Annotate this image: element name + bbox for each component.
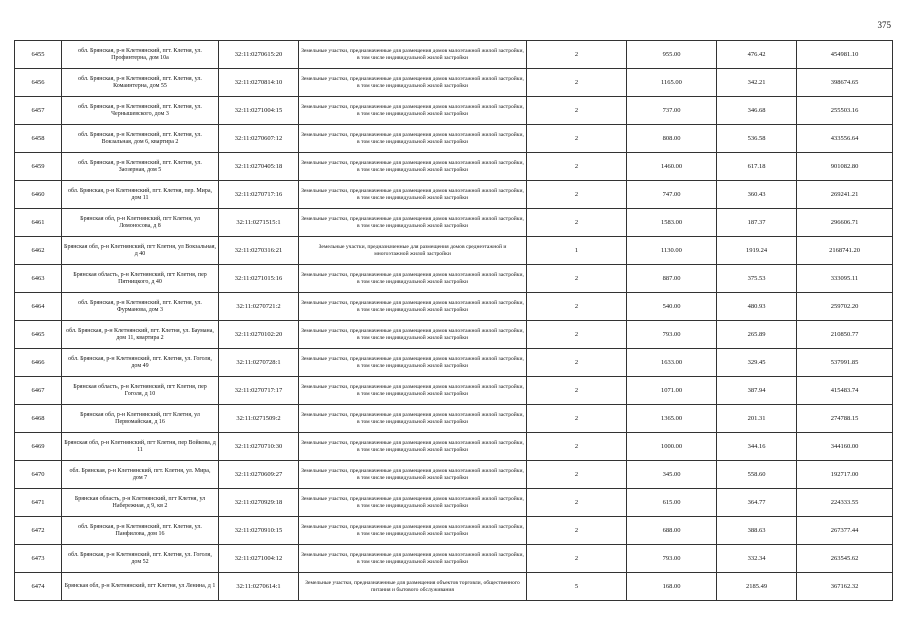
cadastral-value-cell: 454981.10 <box>797 41 893 69</box>
specific-value-cell: 536.58 <box>717 125 797 153</box>
land-use-cell: Земельные участки, предназначенные для размещения домов малоэтажной жилой застройки, в том числе индивидуальной жилой застройки <box>299 153 527 181</box>
group-cell: 2 <box>527 405 627 433</box>
specific-value-cell: 346.68 <box>717 97 797 125</box>
table-row <box>15 237 893 265</box>
specific-value-cell: 617.18 <box>717 153 797 181</box>
specific-value-cell: 375.53 <box>717 265 797 293</box>
land-use-cell: Земельные участки, предназначенные для размещения домов малоэтажной жилой застройки, в том числе индивидуальной жилой застройки <box>299 433 527 461</box>
cadastral-number-cell: 32:11:0271015:16 <box>219 265 299 293</box>
area-cell: 1000.00 <box>627 433 717 461</box>
area-cell: 615.00 <box>627 489 717 517</box>
cadastral-number-cell: 32:11:0270615:20 <box>219 41 299 69</box>
cadastral-value-cell: 2168741.20 <box>797 237 893 265</box>
land-use-cell: Земельные участки, предназначенные для размещения домов среднеэтажной и многоэтажной жилой застройки <box>299 237 527 265</box>
cadastral-value-cell: 367162.32 <box>797 573 893 601</box>
row-number: 6460 <box>15 181 62 209</box>
row-number: 6456 <box>15 69 62 97</box>
row-number: 6472 <box>15 517 62 545</box>
table-row <box>15 265 893 293</box>
land-use-cell: Земельные участки, предназначенные для размещения домов малоэтажной жилой застройки, в том числе индивидуальной жилой застройки <box>299 517 527 545</box>
group-cell: 2 <box>527 153 627 181</box>
area-cell: 1583.00 <box>627 209 717 237</box>
land-use-cell: Земельные участки, предназначенные для размещения домов малоэтажной жилой застройки, в том числе индивидуальной жилой застройки <box>299 545 527 573</box>
row-number: 6463 <box>15 265 62 293</box>
cadastral-value-cell: 344160.00 <box>797 433 893 461</box>
cadastral-value-cell: 263545.62 <box>797 545 893 573</box>
cadastral-value-cell: 398674.65 <box>797 69 893 97</box>
cadastral-number-cell: 32:11:0271509:2 <box>219 405 299 433</box>
row-number: 6461 <box>15 209 62 237</box>
group-cell: 2 <box>527 181 627 209</box>
page-number: 375 <box>877 20 891 30</box>
table-body <box>15 41 893 601</box>
specific-value-cell: 1919.24 <box>717 237 797 265</box>
cadastral-number-cell: 32:11:0270405:18 <box>219 153 299 181</box>
row-number: 6470 <box>15 461 62 489</box>
land-use-cell: Земельные участки, предназначенные для размещения домов малоэтажной жилой застройки, в том числе индивидуальной жилой застройки <box>299 125 527 153</box>
area-cell: 887.00 <box>627 265 717 293</box>
group-cell: 2 <box>527 69 627 97</box>
cadastral-value-cell: 296606.71 <box>797 209 893 237</box>
group-cell: 2 <box>527 97 627 125</box>
area-cell: 345.00 <box>627 461 717 489</box>
land-use-cell: Земельные участки, предназначенные для размещения домов малоэтажной жилой застройки, в том числе индивидуальной жилой застройки <box>299 405 527 433</box>
address-cell: обл. Брянская, р-н Клетнянский, пгт. Клетня, ул. Профинтерна, дом 10а <box>62 41 219 69</box>
cadastral-number-cell: 32:11:0270609:27 <box>219 461 299 489</box>
group-cell: 2 <box>527 41 627 69</box>
table-row <box>15 517 893 545</box>
specific-value-cell: 265.89 <box>717 321 797 349</box>
area-cell: 793.00 <box>627 321 717 349</box>
area-cell: 1365.00 <box>627 405 717 433</box>
specific-value-cell: 2185.49 <box>717 573 797 601</box>
address-cell: обл. Брянская, р-н Клетнянский, пгт. Клетня, ул. Заозерная, дом 5 <box>62 153 219 181</box>
group-cell: 5 <box>527 573 627 601</box>
table-row <box>15 41 893 69</box>
address-cell: Брянская обл, р-н Клетнянский, пгт Клетня, ул Ленина, д 1 <box>62 573 219 601</box>
cadastral-value-cell: 192717.00 <box>797 461 893 489</box>
specific-value-cell: 342.21 <box>717 69 797 97</box>
cadastral-number-cell: 32:11:0270929:18 <box>219 489 299 517</box>
cadastral-value-cell: 333095.11 <box>797 265 893 293</box>
cadastral-number-cell: 32:11:0271004:12 <box>219 545 299 573</box>
specific-value-cell: 344.16 <box>717 433 797 461</box>
specific-value-cell: 480.93 <box>717 293 797 321</box>
table-row <box>15 433 893 461</box>
specific-value-cell: 360.43 <box>717 181 797 209</box>
row-number: 6466 <box>15 349 62 377</box>
cadastral-number-cell: 32:11:0270717:17 <box>219 377 299 405</box>
land-use-cell: Земельные участки, предназначенные для размещения домов малоэтажной жилой застройки, в том числе индивидуальной жилой застройки <box>299 293 527 321</box>
row-number: 6471 <box>15 489 62 517</box>
specific-value-cell: 387.94 <box>717 377 797 405</box>
table-row <box>15 97 893 125</box>
address-cell: обл. Брянская, р-н Клетнянский, пгт. Клетня, ул. Фурманова, дом 3 <box>62 293 219 321</box>
group-cell: 2 <box>527 433 627 461</box>
land-use-cell: Земельные участки, предназначенные для размещения домов малоэтажной жилой застройки, в том числе индивидуальной жилой застройки <box>299 321 527 349</box>
land-use-cell: Земельные участки, предназначенные для размещения домов малоэтажной жилой застройки, в том числе индивидуальной жилой застройки <box>299 209 527 237</box>
cadastral-value-cell: 224333.55 <box>797 489 893 517</box>
table-row <box>15 377 893 405</box>
specific-value-cell: 201.31 <box>717 405 797 433</box>
land-use-cell: Земельные участки, предназначенные для размещения домов малоэтажной жилой застройки, в том числе индивидуальной жилой застройки <box>299 41 527 69</box>
area-cell: 1071.00 <box>627 377 717 405</box>
cadastral-number-cell: 32:11:0270721:2 <box>219 293 299 321</box>
land-use-cell: Земельные участки, предназначенные для размещения домов малоэтажной жилой застройки, в том числе индивидуальной жилой застройки <box>299 489 527 517</box>
group-cell: 2 <box>527 321 627 349</box>
cadastral-value-cell: 269241.21 <box>797 181 893 209</box>
address-cell: обл. Брянская, р-н Клетнянский, пгт. Клетня, ул. Баумана, дом 11, квартира 2 <box>62 321 219 349</box>
address-cell: Брянская область, р-н Клетнянский, пгт Клетня, пер Пятницкого, д 40 <box>62 265 219 293</box>
area-cell: 688.00 <box>627 517 717 545</box>
specific-value-cell: 364.77 <box>717 489 797 517</box>
specific-value-cell: 329.45 <box>717 349 797 377</box>
specific-value-cell: 332.34 <box>717 545 797 573</box>
cadastral-value-cell: 433556.64 <box>797 125 893 153</box>
cadastral-value-cell: 537991.85 <box>797 349 893 377</box>
group-cell: 2 <box>527 349 627 377</box>
row-number: 6459 <box>15 153 62 181</box>
land-use-cell: Земельные участки, предназначенные для размещения домов малоэтажной жилой застройки, в том числе индивидуальной жилой застройки <box>299 349 527 377</box>
land-use-cell: Земельные участки, предназначенные для размещения домов малоэтажной жилой застройки, в том числе индивидуальной жилой застройки <box>299 97 527 125</box>
group-cell: 2 <box>527 377 627 405</box>
cadastral-value-table <box>14 40 893 601</box>
row-number: 6458 <box>15 125 62 153</box>
area-cell: 540.00 <box>627 293 717 321</box>
land-use-cell: Земельные участки, предназначенные для размещения объектов торговли, общественного питания и бытового обслуживания <box>299 573 527 601</box>
land-use-cell: Земельные участки, предназначенные для размещения домов малоэтажной жилой застройки, в том числе индивидуальной жилой застройки <box>299 377 527 405</box>
row-number: 6457 <box>15 97 62 125</box>
row-number: 6455 <box>15 41 62 69</box>
area-cell: 1130.00 <box>627 237 717 265</box>
table-row <box>15 545 893 573</box>
row-number: 6469 <box>15 433 62 461</box>
address-cell: Брянская обл, р-н Клетнянский, пгт Клетня, пер Войкова, д 11 <box>62 433 219 461</box>
group-cell: 2 <box>527 125 627 153</box>
cadastral-value-cell: 415483.74 <box>797 377 893 405</box>
area-cell: 1165.00 <box>627 69 717 97</box>
land-use-cell: Земельные участки, предназначенные для размещения домов малоэтажной жилой застройки, в том числе индивидуальной жилой застройки <box>299 69 527 97</box>
area-cell: 1633.00 <box>627 349 717 377</box>
row-number: 6462 <box>15 237 62 265</box>
cadastral-number-cell: 32:11:0270910:15 <box>219 517 299 545</box>
cadastral-number-cell: 32:11:0270710:30 <box>219 433 299 461</box>
address-cell: обл. Брянская, р-н Клетнянский, пгт. Клетня, ул. Комаинтерна, дом 55 <box>62 69 219 97</box>
address-cell: обл. Брянская, р-н Клетнянский, пгт. Клетня, ул. Панфилова, дом 16 <box>62 517 219 545</box>
address-cell: обл. Брянская, р-н Клетнянский, пгт. Клетня, ул. Чернышевского, дом 3 <box>62 97 219 125</box>
table-row <box>15 489 893 517</box>
address-cell: Брянская область, р-н Клетнянский, пгт Клетня, пер Гоголя, д 10 <box>62 377 219 405</box>
specific-value-cell: 558.60 <box>717 461 797 489</box>
cadastral-number-cell: 32:11:0270316:21 <box>219 237 299 265</box>
group-cell: 2 <box>527 461 627 489</box>
table-row <box>15 153 893 181</box>
address-cell: Брянская область, р-н Клетнянский, пгт Клетня, ул Набережная, д 9, кв 2 <box>62 489 219 517</box>
area-cell: 808.00 <box>627 125 717 153</box>
address-cell: обл. Брянская, р-н Клетнянский, пгт. Клетня, пер. Мира, дом 11 <box>62 181 219 209</box>
area-cell: 168.00 <box>627 573 717 601</box>
group-cell: 1 <box>527 237 627 265</box>
address-cell: Брянская обл, р-н Клетнянский, пгт Клетня, ул Вокзальная, д 40 <box>62 237 219 265</box>
cadastral-value-cell: 210850.77 <box>797 321 893 349</box>
table-row <box>15 461 893 489</box>
cadastral-number-cell: 32:11:0270102:20 <box>219 321 299 349</box>
group-cell: 2 <box>527 489 627 517</box>
address-cell: обл. Брянская, р-н Клетнянский, пгт. Клетня, ул. Гоголя, дом 49 <box>62 349 219 377</box>
cadastral-number-cell: 32:11:0270717:16 <box>219 181 299 209</box>
land-use-cell: Земельные участки, предназначенные для размещения домов малоэтажной жилой застройки, в том числе индивидуальной жилой застройки <box>299 461 527 489</box>
address-cell: Брянская обл, р-н Клетнянский, пгт Клетня, ул Первомайская, д 16 <box>62 405 219 433</box>
table-row <box>15 293 893 321</box>
table-row <box>15 181 893 209</box>
row-number: 6467 <box>15 377 62 405</box>
table-row <box>15 405 893 433</box>
area-cell: 1460.00 <box>627 153 717 181</box>
area-cell: 737.00 <box>627 97 717 125</box>
table-row <box>15 573 893 601</box>
cadastral-value-cell: 274788.15 <box>797 405 893 433</box>
table-row <box>15 349 893 377</box>
area-cell: 955.00 <box>627 41 717 69</box>
cadastral-number-cell: 32:11:0270607:12 <box>219 125 299 153</box>
row-number: 6474 <box>15 573 62 601</box>
land-use-cell: Земельные участки, предназначенные для размещения домов малоэтажной жилой застройки, в том числе индивидуальной жилой застройки <box>299 265 527 293</box>
cadastral-value-cell: 267377.44 <box>797 517 893 545</box>
table-row <box>15 321 893 349</box>
cadastral-value-cell: 259702.20 <box>797 293 893 321</box>
row-number: 6465 <box>15 321 62 349</box>
area-cell: 747.00 <box>627 181 717 209</box>
cadastral-number-cell: 32:11:0271515:1 <box>219 209 299 237</box>
group-cell: 2 <box>527 209 627 237</box>
cadastral-number-cell: 32:11:0271004:15 <box>219 97 299 125</box>
cadastral-value-cell: 901082.80 <box>797 153 893 181</box>
cadastral-value-cell: 255503.16 <box>797 97 893 125</box>
address-cell: обл. Брянская, р-н Клетнянский, пгт. Клетня, ул. Гоголя, дом 52 <box>62 545 219 573</box>
row-number: 6473 <box>15 545 62 573</box>
area-cell: 793.00 <box>627 545 717 573</box>
address-cell: Брянская обл, р-н Клетнянский, пгт Клетня, ул Ломоносова, д 8 <box>62 209 219 237</box>
specific-value-cell: 388.63 <box>717 517 797 545</box>
group-cell: 2 <box>527 265 627 293</box>
specific-value-cell: 476.42 <box>717 41 797 69</box>
specific-value-cell: 187.37 <box>717 209 797 237</box>
cadastral-number-cell: 32:11:0270614:1 <box>219 573 299 601</box>
row-number: 6468 <box>15 405 62 433</box>
land-use-cell: Земельные участки, предназначенные для размещения домов малоэтажной жилой застройки, в том числе индивидуальной жилой застройки <box>299 181 527 209</box>
group-cell: 2 <box>527 517 627 545</box>
group-cell: 2 <box>527 293 627 321</box>
cadastral-number-cell: 32:11:0270814:10 <box>219 69 299 97</box>
table-row <box>15 125 893 153</box>
row-number: 6464 <box>15 293 62 321</box>
cadastral-number-cell: 32:11:0270728:1 <box>219 349 299 377</box>
address-cell: обл. Брянская, р-н Клетнянский, пгт. Клетня, ул. Вокзальная, дом 6, квартира 2 <box>62 125 219 153</box>
table-row <box>15 209 893 237</box>
group-cell: 2 <box>527 545 627 573</box>
table-row <box>15 69 893 97</box>
address-cell: обл. Брянская, р-н Клетнянский, пгт. Клетня, ул. Мира, дом 7 <box>62 461 219 489</box>
